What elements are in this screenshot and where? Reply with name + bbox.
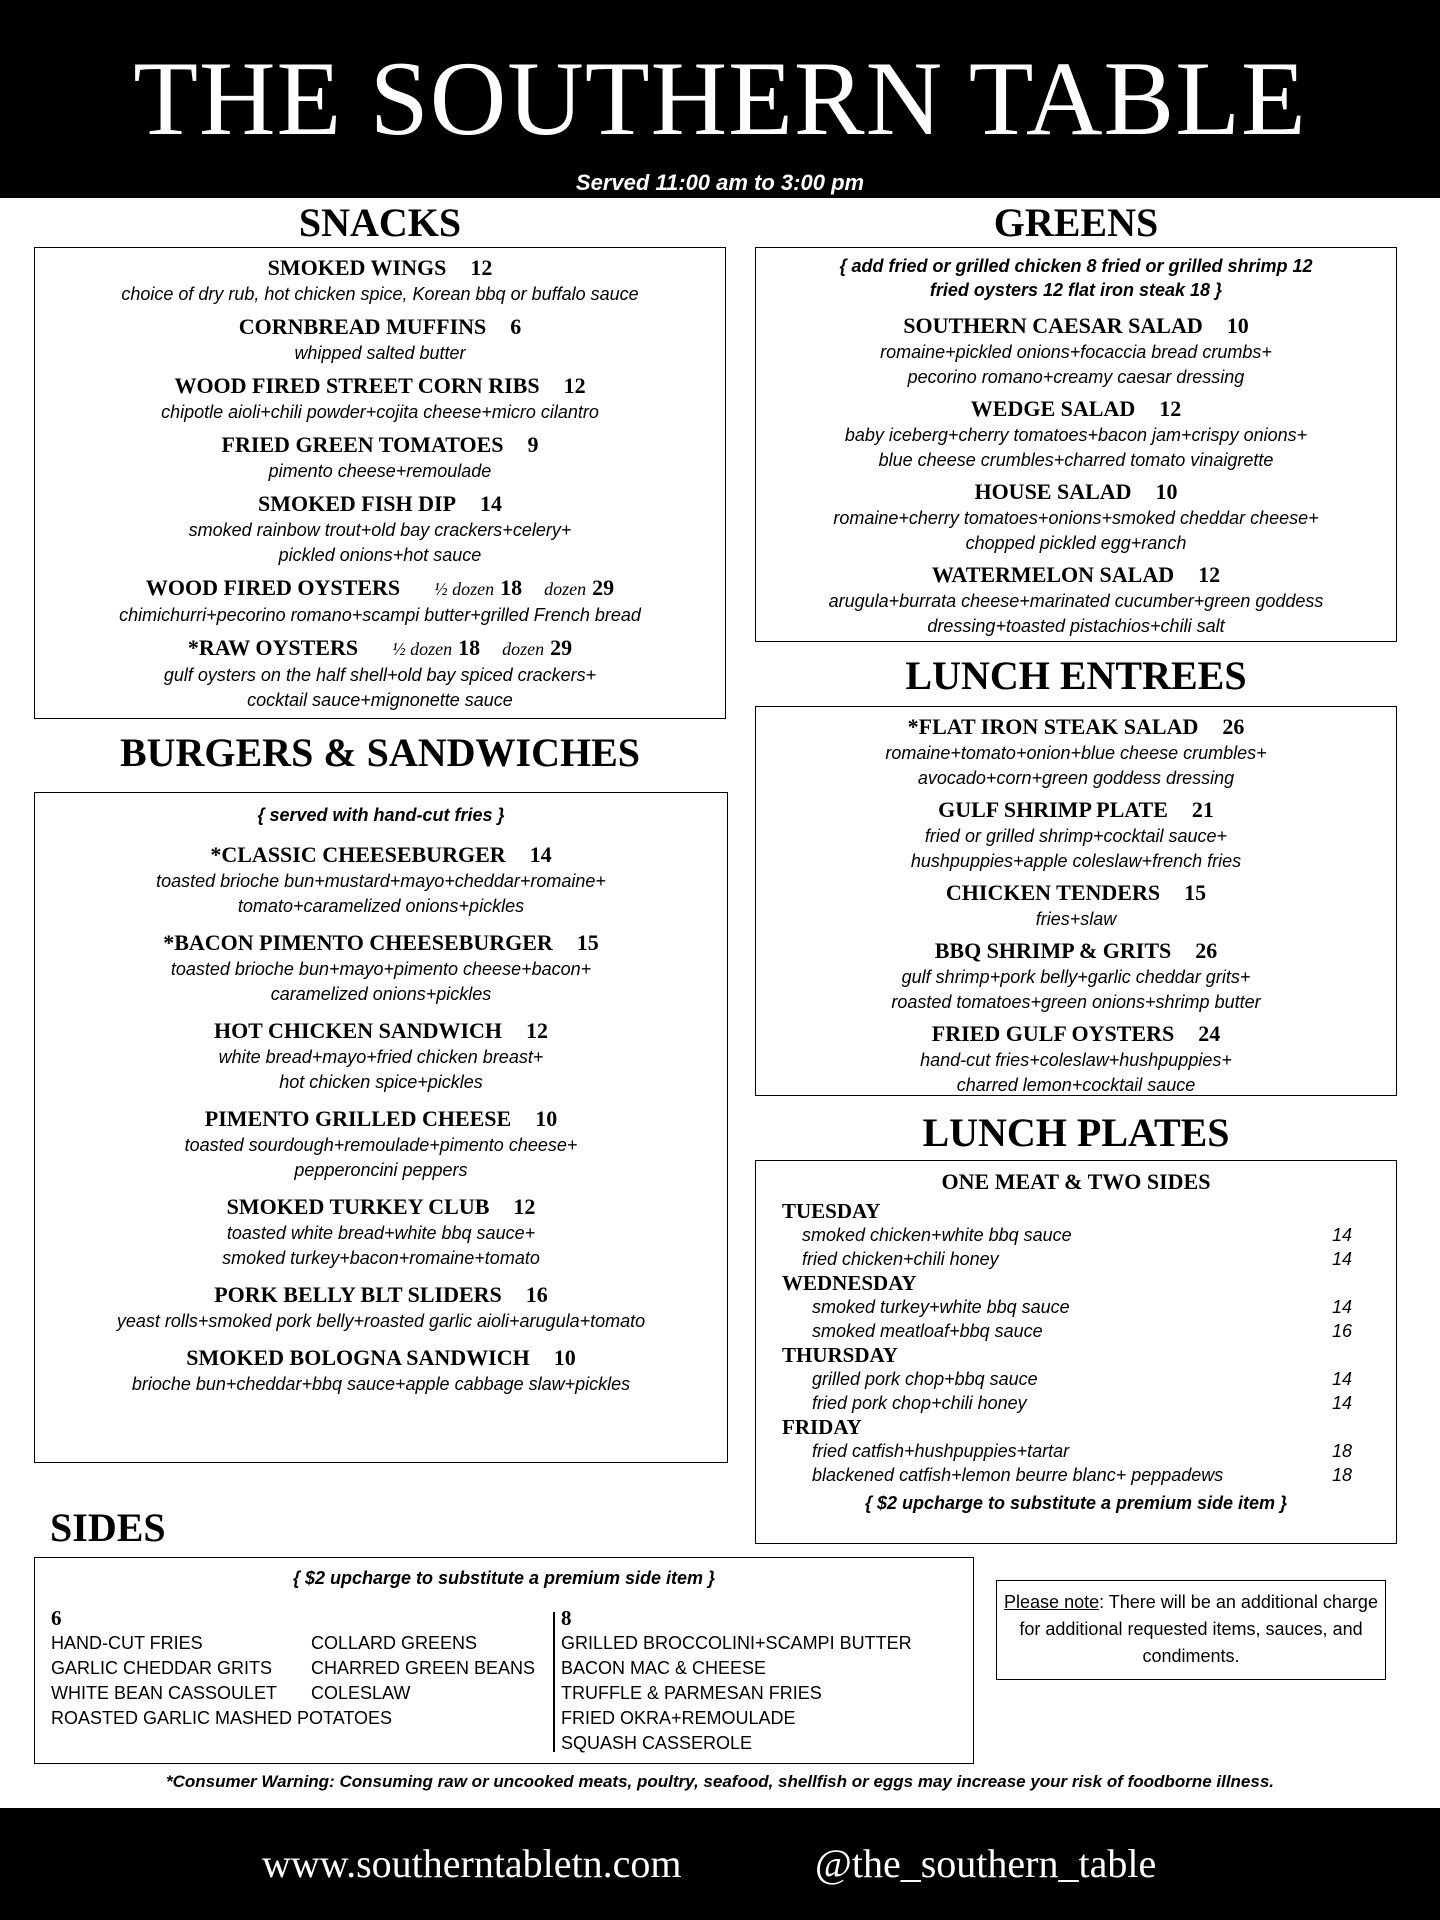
menu-item-description: toasted brioche bun+mayo+pimento cheese+bacon+ xyxy=(170,959,592,979)
oyster-dozen-price: 29 xyxy=(592,575,615,600)
oyster-item-title: WOOD FIRED OYSTERS xyxy=(145,575,401,600)
menu-item-name xyxy=(756,937,1396,965)
burgers-box xyxy=(34,792,728,1463)
snacks-title: SNACKS xyxy=(298,200,462,245)
entrees-box xyxy=(755,706,1397,1096)
menu-item-name xyxy=(756,561,1396,589)
menu-item-name xyxy=(35,1105,727,1133)
side-item: CHARRED GREEN BEANS xyxy=(311,1658,536,1678)
plate-dish xyxy=(756,1295,1396,1319)
menu-item-description: toasted brioche bun+mustard+mayo+cheddar+romaine+ xyxy=(156,871,606,891)
plate-dish xyxy=(756,1367,1396,1391)
plate-dish-name: smoked meatloaf+bbq sauce xyxy=(812,1321,1043,1341)
plate-dish-price: 14 xyxy=(1332,1297,1353,1317)
menu-item-description: white bread+mayo+fried chicken breast+ xyxy=(218,1047,544,1067)
side-item: GRILLED BROCCOLINI+SCAMPI BUTTER xyxy=(561,1633,912,1653)
menu-item-price: 14 xyxy=(529,842,552,867)
oyster-item-description: cocktail sauce+mignonette sauce xyxy=(247,690,513,710)
menu-item-name xyxy=(35,841,727,869)
plates-box xyxy=(755,1160,1397,1544)
menu-item xyxy=(35,1281,727,1334)
please-note-label: Please note xyxy=(1004,1592,1100,1612)
menu-item-description: hot chicken spice+pickles xyxy=(279,1072,483,1092)
oyster-item-name xyxy=(35,574,725,603)
menu-item-description: charred lemon+cocktail sauce xyxy=(956,1075,1196,1095)
plate-day: WEDNESDAY xyxy=(782,1271,917,1295)
menu-item xyxy=(35,1017,727,1095)
menu-item-description: romaine+cherry tomatoes+onions+smoked cheddar cheese+ xyxy=(833,508,1319,528)
menu-item-price: 15 xyxy=(576,930,599,955)
plate-day: FRIDAY xyxy=(782,1415,862,1439)
menu-item-title: SMOKED TURKEY CLUB xyxy=(226,1194,490,1219)
sides-column-b xyxy=(311,1631,535,1706)
menu-item-price: 12 xyxy=(513,1194,536,1219)
plate-day: TUESDAY xyxy=(782,1199,881,1223)
menu-item-title: PORK BELLY BLT SLIDERS xyxy=(214,1282,502,1307)
menu-item-price: 21 xyxy=(1191,797,1214,822)
menu-item-name xyxy=(756,796,1396,824)
menu-item-description: roasted tomatoes+green onions+shrimp butter xyxy=(891,992,1261,1012)
menu-item-name xyxy=(35,1344,727,1372)
plate-dish-name: smoked turkey+white bbq sauce xyxy=(812,1297,1070,1317)
menu-item-title: GULF SHRIMP PLATE xyxy=(938,797,1168,822)
menu-item-price: 12 xyxy=(470,255,493,280)
menu-item-title: FRIED GULF OYSTERS xyxy=(931,1021,1175,1046)
menu-item-name xyxy=(35,1193,727,1221)
menu-item xyxy=(756,312,1396,390)
menu-item-name xyxy=(35,254,725,282)
menu-item-description: hand-cut fries+coleslaw+hushpuppies+ xyxy=(920,1050,1232,1070)
menu-item-title: SMOKED BOLOGNA SANDWICH xyxy=(186,1345,530,1370)
menu-item xyxy=(35,841,727,919)
plates-title: LUNCH PLATES xyxy=(922,1110,1230,1155)
menu-item-title: SOUTHERN CAESAR SALAD xyxy=(903,313,1203,338)
menu-item xyxy=(35,313,725,366)
menu-item-name xyxy=(35,490,725,518)
menu-item-description: yeast rolls+smoked pork belly+roasted garlic aioli+arugula+tomato xyxy=(116,1311,646,1331)
sides-box xyxy=(34,1557,974,1764)
sides-column-c xyxy=(561,1606,912,1756)
oyster-dozen-label: dozen xyxy=(502,639,545,659)
side-item: COLLARD GREENS xyxy=(311,1633,478,1653)
sides-divider xyxy=(553,1612,555,1752)
menu-item-name xyxy=(35,1017,727,1045)
menu-item-price: 26 xyxy=(1195,938,1218,963)
menu-item xyxy=(756,879,1396,932)
plates-heading: ONE MEAT & TWO SIDES xyxy=(941,1169,1211,1194)
plate-dish-price: 14 xyxy=(1332,1369,1353,1389)
snacks-box xyxy=(34,247,726,719)
menu-item xyxy=(35,929,727,1007)
plate-day: THURSDAY xyxy=(782,1343,898,1367)
oyster-dozen-label: dozen xyxy=(544,579,587,599)
menu-item-title: WEDGE SALAD xyxy=(970,396,1136,421)
entrees-title: LUNCH ENTREES xyxy=(905,653,1247,698)
menu-item-title: CHICKEN TENDERS xyxy=(945,880,1161,905)
side-item: WHITE BEAN CASSOULET xyxy=(51,1683,278,1703)
plate-dish-name: fried pork chop+chili honey xyxy=(812,1393,1027,1413)
menu-item-price: 12 xyxy=(526,1018,549,1043)
menu-item-description: arugula+burrata cheese+marinated cucumber+green goddess xyxy=(828,591,1324,611)
plate-dish-name: fried catfish+hushpuppies+tartar xyxy=(812,1441,1070,1461)
menu-item xyxy=(756,796,1396,874)
menu-item-name xyxy=(756,478,1396,506)
restaurant-title: THE SOUTHERN TABLE xyxy=(133,40,1307,157)
menu-item-price: 26 xyxy=(1222,714,1245,739)
consumer-warning: *Consumer Warning: Consuming raw or uncooked meats, poultry, seafood, shellfish or eggs may increase your risk of foodborne illness. xyxy=(165,1772,1275,1791)
greens-title: GREENS xyxy=(993,200,1159,245)
menu-item-description: dressing+toasted pistachios+chili salt xyxy=(927,616,1225,636)
side-item: ROASTED GARLIC MASHED POTATOES xyxy=(51,1708,393,1728)
greens-addon-note-1: { add fried or grilled chicken 8 fried or grilled shrimp 12 xyxy=(839,256,1313,276)
plate-dish-price: 16 xyxy=(1332,1321,1353,1341)
menu-item-price: 14 xyxy=(480,491,503,516)
menu-item-description: romaine+tomato+onion+blue cheese crumbles+ xyxy=(885,743,1267,763)
plate-dish xyxy=(756,1463,1396,1487)
side-item: COLESLAW xyxy=(311,1683,411,1703)
menu-item-description: gulf shrimp+pork belly+garlic cheddar grits+ xyxy=(901,967,1251,987)
menu-item-price: 10 xyxy=(535,1106,558,1131)
menu-item-description: toasted sourdough+remoulade+pimento cheese+ xyxy=(184,1135,578,1155)
side-item: SQUASH CASSEROLE xyxy=(561,1733,753,1753)
menu-item-description: chopped pickled egg+ranch xyxy=(965,533,1187,553)
menu-item-description: smoked turkey+bacon+romaine+tomato xyxy=(222,1248,540,1268)
menu-item-name xyxy=(35,929,727,957)
oyster-item-name xyxy=(35,634,725,663)
menu-item-description: choice of dry rub, hot chicken spice, Korean bbq or buffalo sauce xyxy=(121,284,639,304)
plate-dish-name: grilled pork chop+bbq sauce xyxy=(812,1369,1038,1389)
oyster-item-description: chimichurri+pecorino romano+scampi butter+grilled French bread xyxy=(119,605,641,625)
menu-item-name xyxy=(35,431,725,459)
menu-item-name xyxy=(756,1020,1396,1048)
menu-item-description: pecorino romano+creamy caesar dressing xyxy=(907,367,1245,387)
menu-item-name xyxy=(35,1281,727,1309)
menu-item-name xyxy=(35,313,725,341)
oyster-dozen-price: 29 xyxy=(550,635,573,660)
side-item: GARLIC CHEDDAR GRITS xyxy=(51,1658,273,1678)
burgers-note: { served with hand-cut fries } xyxy=(257,805,505,825)
menu-item-description: blue cheese crumbles+charred tomato vinaigrette xyxy=(878,450,1274,470)
burgers-title: BURGERS & SANDWICHES xyxy=(119,730,641,775)
please-note-box xyxy=(996,1580,1386,1680)
header-banner xyxy=(0,0,1440,198)
menu-item xyxy=(756,561,1396,639)
menu-item-price: 10 xyxy=(1155,479,1178,504)
menu-item xyxy=(756,478,1396,556)
menu-item-price: 12 xyxy=(563,373,586,398)
menu-item-title: *FLAT IRON STEAK SALAD xyxy=(907,714,1199,739)
side-item: FRIED OKRA+REMOULADE xyxy=(561,1708,796,1728)
oyster-half-dozen-price: 18 xyxy=(500,575,523,600)
menu-item-description: chipotle aioli+chili powder+cojita cheese+micro cilantro xyxy=(161,402,599,422)
plate-dish-name: fried chicken+chili honey xyxy=(802,1249,999,1269)
plate-dish xyxy=(756,1439,1396,1463)
menu-item-description: hushpuppies+apple coleslaw+french fries xyxy=(910,851,1242,871)
plate-dish-price: 14 xyxy=(1332,1225,1353,1245)
menu-item-description: fried or grilled shrimp+cocktail sauce+ xyxy=(924,826,1228,846)
menu-item-price: 15 xyxy=(1184,880,1207,905)
menu-item xyxy=(35,490,725,568)
greens-box xyxy=(755,247,1397,642)
service-hours: Served 11:00 am to 3:00 pm xyxy=(575,170,865,195)
menu-item xyxy=(35,1105,727,1183)
menu-item-description: pimento cheese+remoulade xyxy=(268,461,492,481)
menu-item-price: 9 xyxy=(527,432,539,457)
oyster-half-dozen-price: 18 xyxy=(458,635,481,660)
plate-dish-price: 18 xyxy=(1332,1441,1353,1461)
menu-item-title: *BACON PIMENTO CHEESEBURGER xyxy=(163,930,553,955)
menu-item-name xyxy=(35,372,725,400)
menu-item-description: smoked rainbow trout+old bay crackers+celery+ xyxy=(188,520,572,540)
oyster-item xyxy=(35,574,725,628)
plate-dish-price: 14 xyxy=(1332,1393,1353,1413)
menu-item-price: 6 xyxy=(510,314,522,339)
sides-price-8: 8 xyxy=(561,1606,572,1630)
footer-banner xyxy=(0,1808,1440,1920)
plates-upcharge-note: { $2 upcharge to substitute a premium side item } xyxy=(864,1493,1288,1513)
menu-item-name xyxy=(756,395,1396,423)
menu-item xyxy=(756,937,1396,1015)
sides-upcharge-note: { $2 upcharge to substitute a premium side item } xyxy=(292,1568,716,1588)
menu-item-price: 10 xyxy=(1226,313,1249,338)
oyster-half-dozen-label: ½ dozen xyxy=(434,579,495,599)
menu-item-description: baby iceberg+cherry tomatoes+bacon jam+crispy onions+ xyxy=(844,425,1308,445)
menu-item xyxy=(756,713,1396,791)
menu-item-title: WATERMELON SALAD xyxy=(931,562,1175,587)
plate-dish xyxy=(756,1223,1396,1247)
oyster-item xyxy=(35,634,725,713)
menu-item-description: avocado+corn+green goddess dressing xyxy=(917,768,1235,788)
menu-item-price: 12 xyxy=(1159,396,1182,421)
menu-item-price: 12 xyxy=(1198,562,1221,587)
menu-item-price: 16 xyxy=(525,1282,548,1307)
please-note-text: : There will be an additional charge for additional requested items, sauces, and condiments. xyxy=(1019,1592,1378,1666)
social-handle[interactable]: @the_southern_table xyxy=(815,1841,1157,1886)
sides-price-6: 6 xyxy=(51,1606,62,1630)
website-link[interactable]: www.southerntabletn.com xyxy=(262,1841,682,1886)
menu-item-name xyxy=(756,312,1396,340)
menu-item xyxy=(35,254,725,307)
menu-item-title: *CLASSIC CHEESEBURGER xyxy=(210,842,506,867)
menu-item-title: HOT CHICKEN SANDWICH xyxy=(213,1018,503,1043)
oyster-half-dozen-label: ½ dozen xyxy=(392,639,453,659)
menu-item-price: 24 xyxy=(1198,1021,1221,1046)
menu-item-title: SMOKED FISH DIP xyxy=(257,491,457,516)
menu-item xyxy=(35,372,725,425)
menu-item-description: romaine+pickled onions+focaccia bread crumbs+ xyxy=(880,342,1272,362)
menu-item xyxy=(756,1020,1396,1098)
menu-item-name xyxy=(756,713,1396,741)
greens-addon-note-2: fried oysters 12 flat iron steak 18 } xyxy=(929,280,1223,300)
menu-item-title: SMOKED WINGS xyxy=(267,255,447,280)
plate-dish-name: blackened catfish+lemon beurre blanc+ peppadews xyxy=(812,1465,1224,1485)
plate-dish-price: 18 xyxy=(1332,1465,1353,1485)
menu-item-name xyxy=(756,879,1396,907)
plate-dish-price: 14 xyxy=(1332,1249,1353,1269)
menu-item-description: toasted white bread+white bbq sauce+ xyxy=(226,1223,536,1243)
menu-item xyxy=(756,395,1396,473)
plate-dish xyxy=(756,1391,1396,1415)
plate-dish xyxy=(756,1319,1396,1343)
menu-item xyxy=(35,1344,727,1397)
side-item: HAND-CUT FRIES xyxy=(51,1633,203,1653)
menu-item-price: 10 xyxy=(553,1345,576,1370)
menu-item xyxy=(35,1193,727,1271)
menu-item-title: BBQ SHRIMP & GRITS xyxy=(934,938,1172,963)
side-item: TRUFFLE & PARMESAN FRIES xyxy=(561,1683,822,1703)
side-item: BACON MAC & CHEESE xyxy=(561,1658,767,1678)
menu-item-title: WOOD FIRED STREET CORN RIBS xyxy=(174,373,540,398)
plate-dish-name: smoked chicken+white bbq sauce xyxy=(802,1225,1072,1245)
menu-item-description: tomato+caramelized onions+pickles xyxy=(237,896,525,916)
menu-item-description: pepperoncini peppers xyxy=(294,1160,468,1180)
menu-item-title: PIMENTO GRILLED CHEESE xyxy=(204,1106,512,1131)
oyster-item-title: *RAW OYSTERS xyxy=(187,635,359,660)
menu-item-title: CORNBREAD MUFFINS xyxy=(238,314,487,339)
menu-item xyxy=(35,431,725,484)
sides-title: SIDES xyxy=(50,1505,166,1550)
plate-dish xyxy=(756,1247,1396,1271)
menu-item-description: fries+slaw xyxy=(1035,909,1117,929)
menu-item-description: pickled onions+hot sauce xyxy=(278,545,482,565)
menu-item-title: FRIED GREEN TOMATOES xyxy=(221,432,504,457)
menu-item-title: HOUSE SALAD xyxy=(974,479,1132,504)
menu-item-description: caramelized onions+pickles xyxy=(270,984,492,1004)
oyster-item-description: gulf oysters on the half shell+old bay spiced crackers+ xyxy=(163,665,597,685)
menu-item-description: whipped salted butter xyxy=(294,343,466,363)
menu-item-description: brioche bun+cheddar+bbq sauce+apple cabbage slaw+pickles xyxy=(131,1374,631,1394)
